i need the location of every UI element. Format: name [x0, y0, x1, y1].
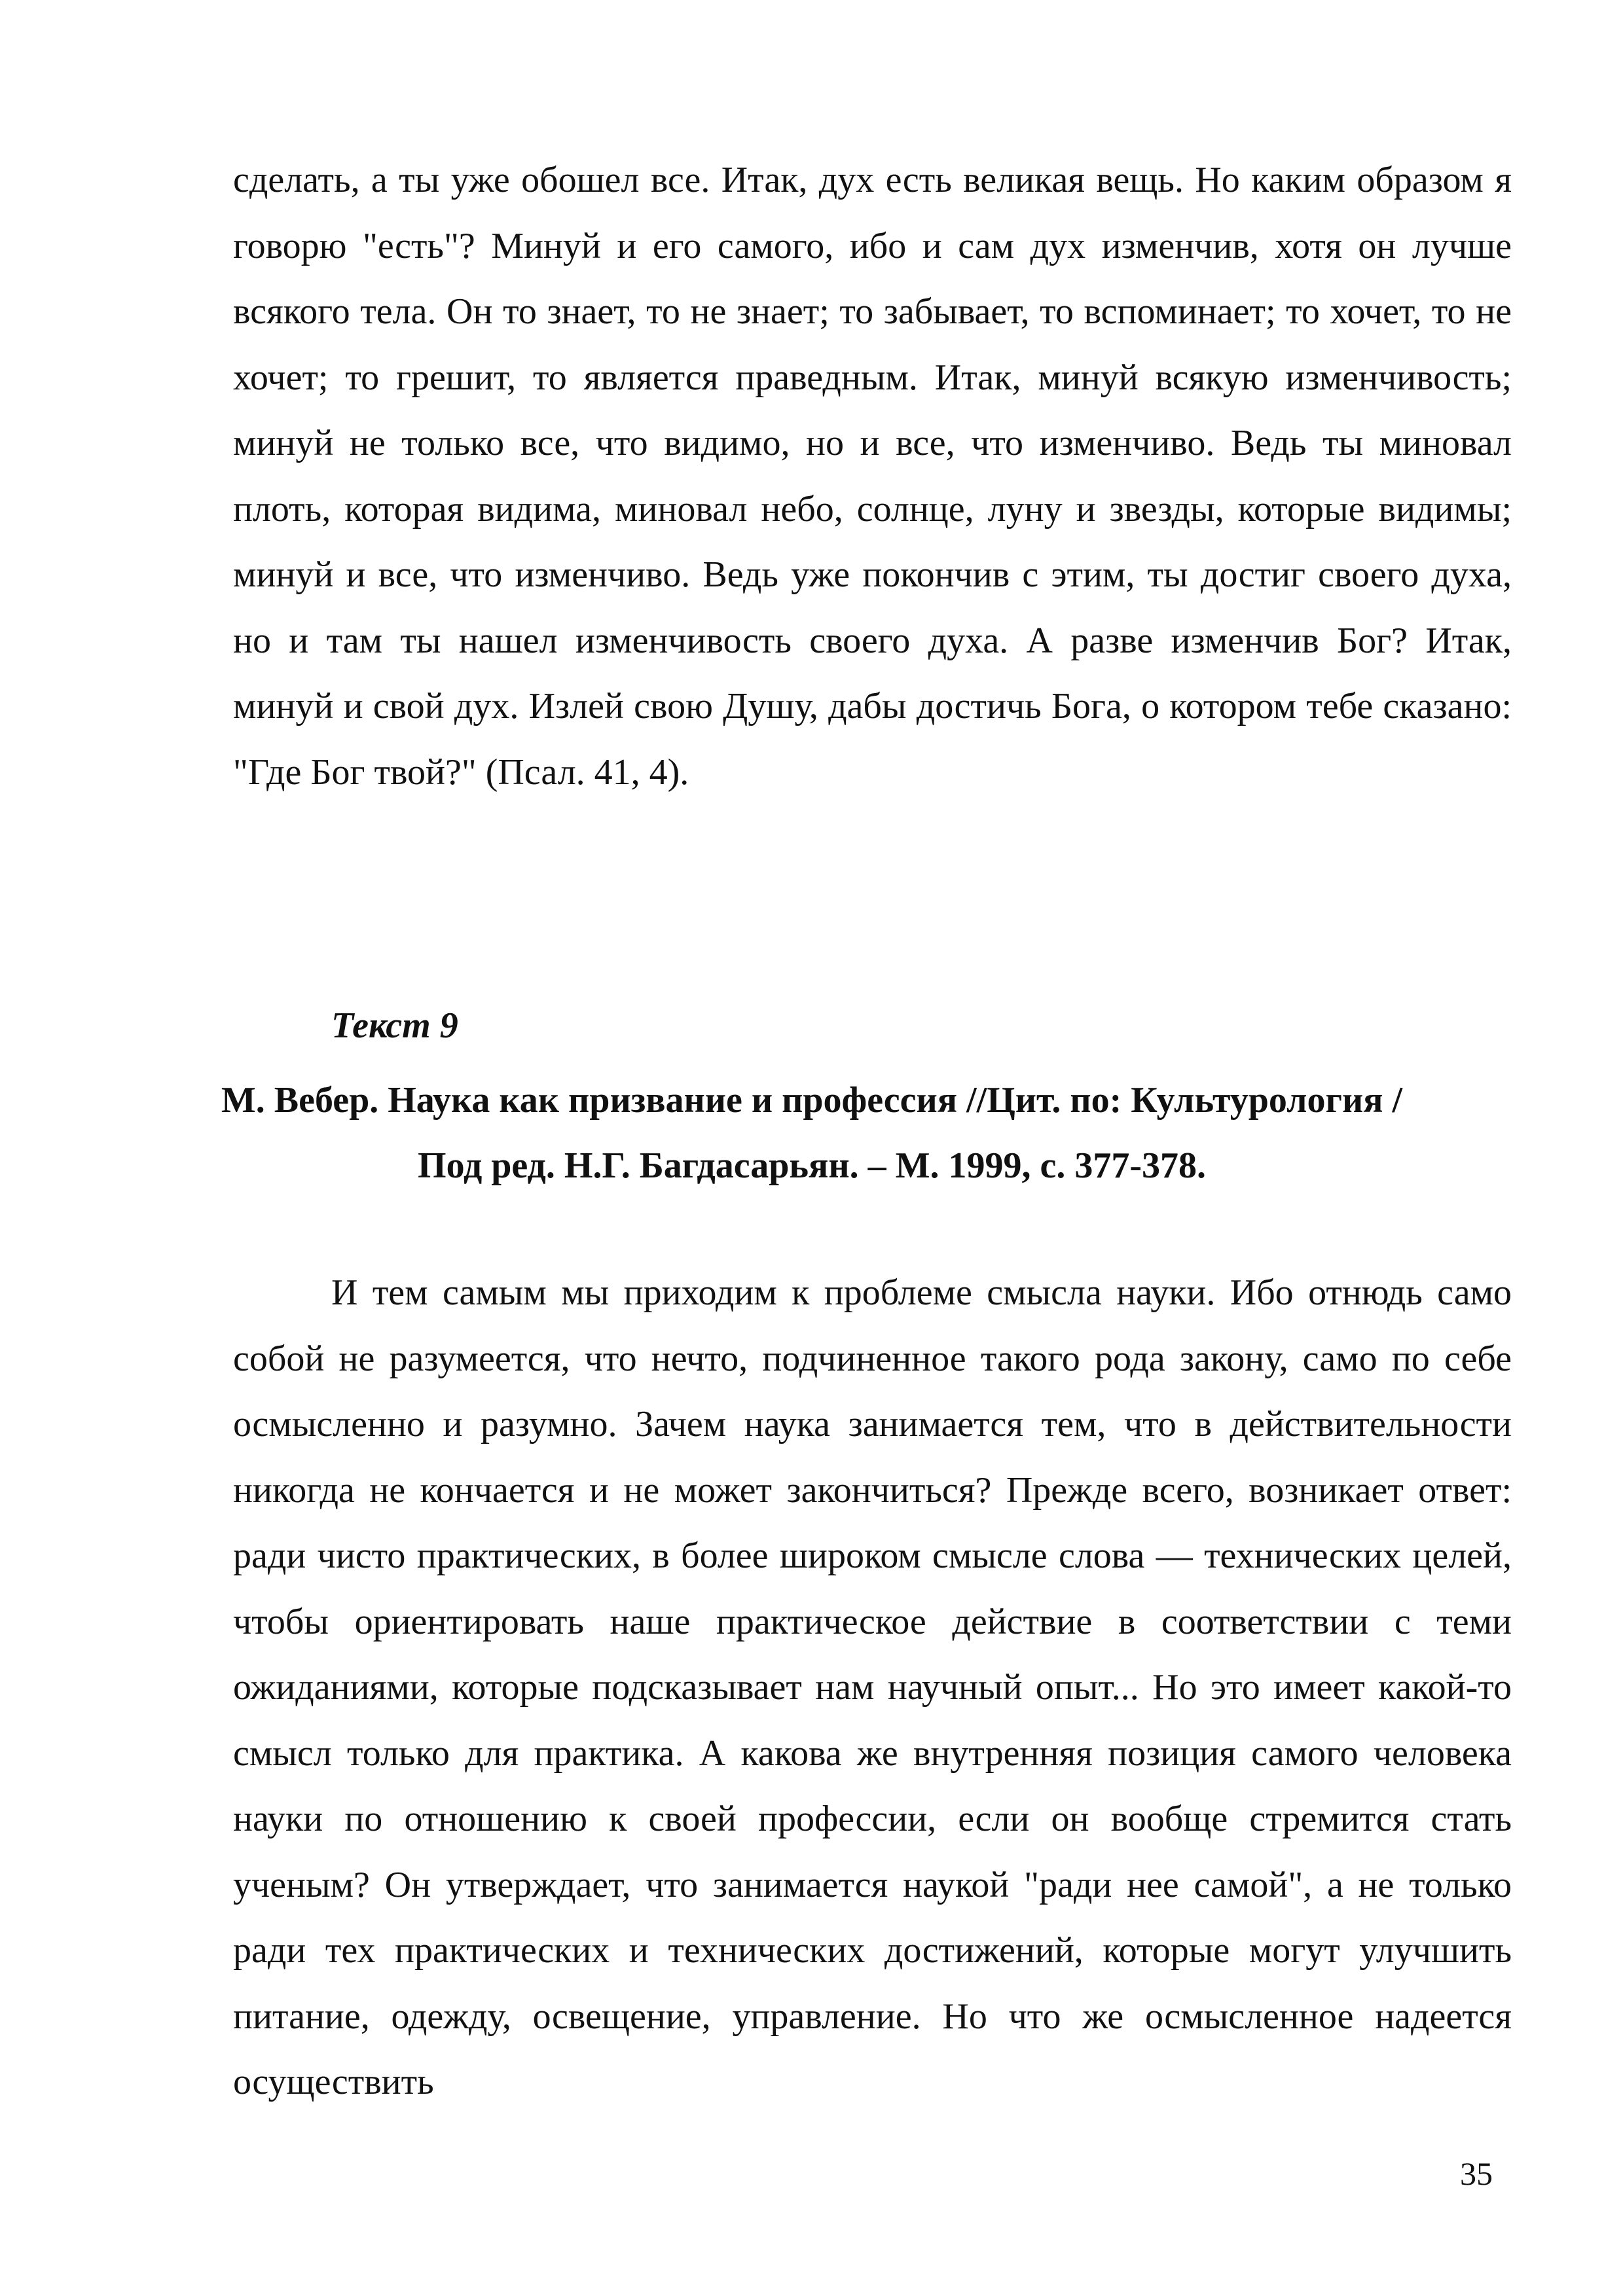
page-number: 35	[1460, 2155, 1493, 2192]
paragraph-continued: сделать, а ты уже обошел все. Итак, дух есть великая вещь. Но каким образом я говорю "есть"? Минуй и его самого, ибо и сам дух изменчив, хотя он лучше всякого тела. Он то знает, то не знает; то забывает, то вспоминает; то хочет, то не хочет; то грешит, то является праведным. Итак, минуй всякую изменчивость; минуй не только все, что видимо, но и все, что изменчиво. Ведь ты миновал плоть, которая видима, миновал небо, солнце, луну и звезды, которые видимы; минуй и все, что изменчиво. Ведь уже покончив с этим, ты достиг своего духа, но и там ты нашел изменчивость своего духа. А разве изменчив Бог? Итак, минуй и свой дух. Излей свою Душу, дабы достичь Бога, о котором тебе сказано: "Где Бог твой?" (Псал. 41, 4).	[233, 160, 1512, 793]
source-citation	[196, 1067, 1427, 1198]
paragraph-main: И тем самым мы приходим к проблеме смысла науки. Ибо отнюдь само собой не разумеется, что нечто, подчиненное такого рода закону, само по себе осмысленно и разумно. Зачем наука занимается тем, что в действительности никогда не кончается и не может закончиться? Прежде всего, возникает ответ: ради чисто практических, в более широком смысле слова — технических целей, чтобы ориентировать наше практическое действие в соответствии с теми ожиданиями, которые подсказывает нам научный опыт... Но это имеет какой-то смысл только для практика. А какова же внутренняя позиция самого человека науки по отношению к своей профессии, если он вообще стремится стать ученым? Он утверждает, что занимается наукой "ради нее самой", а не только ради тех практических и технических достижений, которые могут улучшить питание, одежду, освещение, управление. Но что же осмысленное надеется осуществить	[233, 1272, 1512, 2102]
source-citation-line-1: М. Вебер. Наука как призвание и профессия //Цит. по: Культурология /	[221, 1080, 1403, 1121]
section-label: Текст 9	[331, 1005, 458, 1046]
source-citation-line-2: Под ред. Н.Г. Багдасарьян. – М. 1999, с. 377-378.	[418, 1145, 1206, 1186]
